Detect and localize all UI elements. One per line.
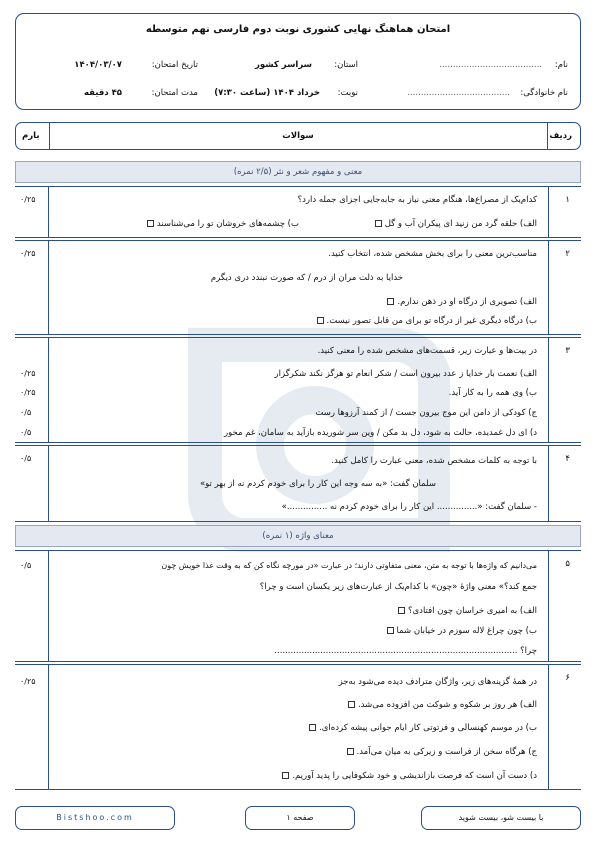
question-text: می‌دانیم که واژه‌ها با توجه به متن، معنی متفاوتی دارند؛ در عبارت «در مورچه نگاه کن که به وقت غذا خویش چون — [161, 561, 537, 570]
question-text: در بیت‌ها و عبارت زیر، قسمت‌های مشخص شده را معنی کنید. — [317, 346, 537, 356]
duration-value: ۴۵ دقیقه — [83, 88, 122, 98]
section-title: معنای واژه (۱ نمره) — [15, 525, 581, 547]
question-1 — [15, 186, 581, 238]
question-score: ۰/۵ — [20, 454, 32, 463]
date-value: ۱۴۰۴/۰۳/۰۷ — [74, 60, 122, 70]
option-label: الف) حلقه گرد من زنید ای پیکران آب و گل — [384, 219, 537, 229]
item-d: د) ای دل غمدیده، حالت به شود، دل بد مکن / وین سر شوریده بازآید به سامان، غم مخور — [224, 428, 537, 438]
question-text: در همهٔ گزینه‌های زیر، واژگان مترادف دیده می‌شود به‌جز — [338, 677, 537, 687]
why-answer-line[interactable]: چرا؟ .......................................................................................... — [274, 646, 537, 656]
checkbox-icon[interactable] — [282, 772, 289, 779]
table-header — [15, 122, 581, 150]
exam-title: امتحان هماهنگ نهایی کشوری نوبت دوم فارسی نهم متوسطه — [145, 24, 451, 35]
option-label: ب) چون چراغ لاله سوزم در خیابان شما — [396, 626, 537, 636]
footer-slogan: با بیست شو، بیست شوید — [421, 806, 581, 830]
question-number: ۲ — [565, 249, 570, 259]
checkbox-icon[interactable] — [147, 220, 154, 227]
question-number: ۶ — [565, 673, 570, 683]
option-label: ب) چشمه‌های خروشان تو را می‌شناسند — [156, 219, 299, 229]
checkbox-icon[interactable] — [398, 607, 405, 614]
option-a[interactable] — [372, 219, 537, 229]
term-value: خرداد ۱۴۰۴ (ساعت ۷:۳۰) — [214, 88, 320, 98]
question-text: با توجه به کلمات مشخص شده، معنی عبارت را کامل کنید. — [331, 456, 537, 466]
family-label: نام خانوادگی: — [520, 88, 568, 98]
question-number: ۵ — [565, 559, 570, 569]
question-3 — [15, 337, 581, 443]
question-text: کدام‌یک از مصراع‌ها، هنگام معنی نیاز به جابه‌جایی اجزای جمله دارد؟ — [297, 195, 537, 205]
site-link[interactable]: Bistshoo.com — [15, 806, 175, 830]
option-label: ج) هرگاه سخن از فراست و زیرکی به میان می‌آمد. — [356, 747, 537, 757]
item-c: ج) کودکی از دامن این موج بیرون جست / از کمند آرزوها رست — [315, 408, 537, 418]
province-label: استان: — [334, 60, 358, 70]
option-label: الف) تصویری از درگاه او در ذهن ندارم. — [397, 297, 537, 307]
question-score: ۰/۲۵ — [20, 249, 36, 258]
item-score: ۰/۵ — [20, 428, 32, 437]
option-a[interactable] — [345, 700, 537, 710]
quote: سلمان گفت: «به سه وجه این کار را برای خودم کردم نه از بهر تو» — [199, 479, 436, 489]
item-b: ب) وی همه را به کار آید. — [448, 388, 537, 398]
page-number: صفحه ۱ — [245, 806, 355, 830]
answer-line[interactable]: - سلمان گفت: «............... این کار را برای خودم کردم نه ...............» — [281, 502, 537, 512]
checkbox-icon[interactable] — [317, 317, 324, 324]
option-b[interactable] — [306, 723, 537, 733]
question-2 — [15, 240, 581, 335]
question-5 — [15, 550, 581, 662]
option-d[interactable] — [279, 771, 537, 781]
name-field[interactable]: ...................................... — [439, 60, 542, 70]
score-column-header: بارم — [22, 131, 40, 141]
name-label: نام: — [554, 60, 568, 70]
option-a[interactable] — [384, 297, 537, 307]
checkbox-icon[interactable] — [347, 748, 354, 755]
question-text: مناسب‌ترین معنی را برای بخش مشخص شده، انتخاب کنید. — [328, 249, 537, 259]
question-score: ۰/۲۵ — [20, 677, 36, 686]
exam-header — [15, 13, 581, 110]
checkbox-icon[interactable] — [309, 724, 316, 731]
term-label: نوبت: — [337, 88, 358, 98]
question-score: ۰/۵ — [20, 561, 32, 570]
option-label: د) دست آن است که فرصت بازاندیشی و خود شکوفایی را پدید آوریم. — [292, 771, 537, 781]
option-b[interactable] — [144, 219, 299, 229]
option-label: الف) هر روز بر شکوه و شوکت من افزوده می‌شد. — [357, 700, 537, 710]
option-label: ب) درگاه دیگری غیر از درگاه تو برای من قابل تصور نیست. — [326, 316, 537, 326]
checkbox-icon[interactable] — [387, 627, 394, 634]
question-6 — [15, 664, 581, 790]
date-label: تاریخ امتحان: — [151, 60, 198, 70]
question-text-continued: جمع کند؟» معنی واژهٔ «چون» با کدام‌یک از عبارت‌های زیر یکسان است و چرا؟ — [259, 582, 537, 592]
option-c[interactable] — [344, 747, 538, 757]
question-number: ۴ — [565, 454, 570, 464]
item-a: الف) نعمت بار خدایا ز عدد بیرون است / شکر انعام تو هرگز نکند شکرگزار — [274, 369, 537, 379]
checkbox-icon[interactable] — [387, 298, 394, 305]
province-value: سراسر کشور — [255, 60, 312, 70]
section-title: معنی و مفهوم شعر و نثر (۲/۵ نمره) — [15, 161, 581, 183]
option-b[interactable] — [384, 626, 538, 636]
item-score: ۰/۵ — [20, 408, 32, 417]
verse: خدایا به ذلت مران از درم / که صورت نبندد دری دیگرم — [210, 273, 404, 283]
item-score: ۰/۲۵ — [20, 369, 36, 378]
family-field[interactable]: ...................................... — [407, 88, 510, 98]
question-score: ۰/۲۵ — [20, 195, 36, 204]
row-column-header: ردیف — [549, 131, 572, 141]
option-label: الف) به امیری خراسان چون افتادی؟ — [408, 606, 537, 616]
questions-column-header: سوالات — [282, 131, 314, 141]
checkbox-icon[interactable] — [375, 220, 382, 227]
checkbox-icon[interactable] — [348, 701, 355, 708]
item-score: ۰/۲۵ — [20, 388, 36, 397]
duration-label: مدت امتحان: — [151, 88, 198, 98]
option-a[interactable] — [395, 606, 537, 616]
option-label: ب) در موسم کهنسالی و فرتوتی کار ایام جوانی پیشه کرده‌ای. — [319, 723, 537, 733]
question-number: ۳ — [565, 346, 570, 356]
question-number: ۱ — [565, 195, 570, 205]
option-b[interactable] — [314, 316, 537, 326]
question-4 — [15, 445, 581, 522]
